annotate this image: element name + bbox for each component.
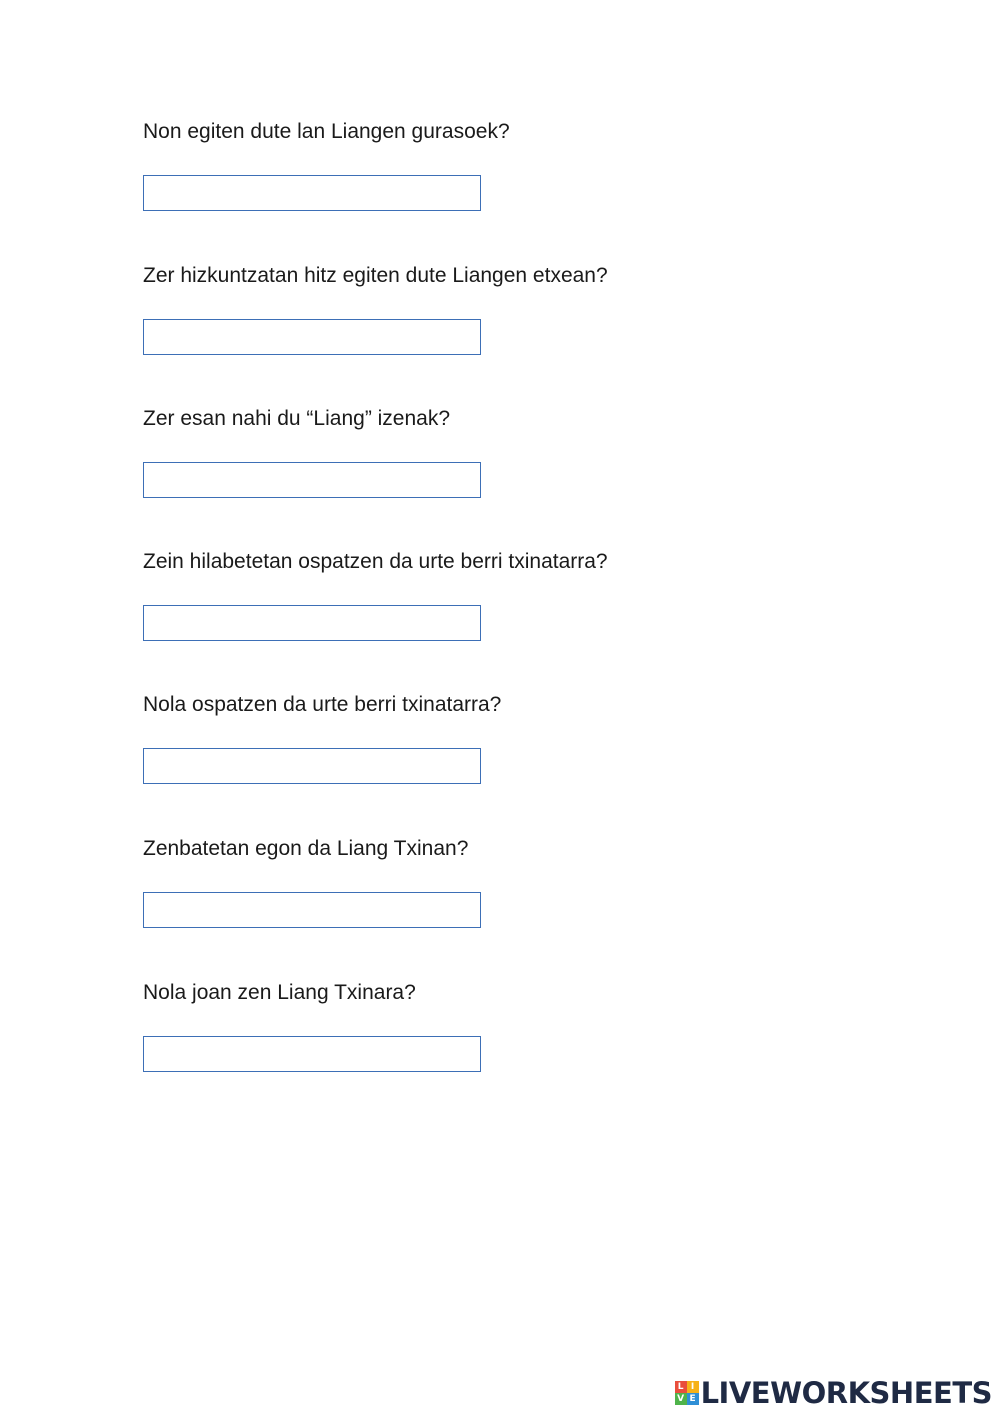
question-text: Zer esan nahi du “Liang” izenak? (143, 407, 451, 430)
question-text: Zenbatetan egon da Liang Txinan? (143, 837, 469, 860)
question-5 (143, 692, 743, 792)
question-text: Nola ospatzen da urte berri txinatarra? (143, 693, 502, 716)
answer-input-1[interactable] (143, 175, 481, 211)
question-2 (143, 263, 743, 363)
answer-input-2[interactable] (143, 319, 481, 355)
liveworksheets-logo-icon: L I V E (675, 1381, 699, 1405)
answer-input-6[interactable] (143, 892, 481, 928)
question-7 (143, 980, 743, 1080)
question-3 (143, 406, 743, 506)
liveworksheets-brand (675, 1377, 992, 1409)
answer-input-5[interactable] (143, 748, 481, 784)
answer-input-7[interactable] (143, 1036, 481, 1072)
brand-wordmark: LIVEWORKSHEETS (700, 1376, 992, 1410)
question-6 (143, 836, 743, 936)
question-text: Zer hizkuntzatan hitz egiten dute Liangen etxean? (143, 264, 608, 287)
question-text: Non egiten dute lan Liangen gurasoek? (143, 120, 510, 143)
answer-input-4[interactable] (143, 605, 481, 641)
question-text: Zein hilabetetan ospatzen da urte berri txinatarra? (143, 550, 608, 573)
question-1 (143, 119, 743, 219)
question-4 (143, 549, 743, 649)
answer-input-3[interactable] (143, 462, 481, 498)
question-text: Nola joan zen Liang Txinara? (143, 981, 416, 1004)
